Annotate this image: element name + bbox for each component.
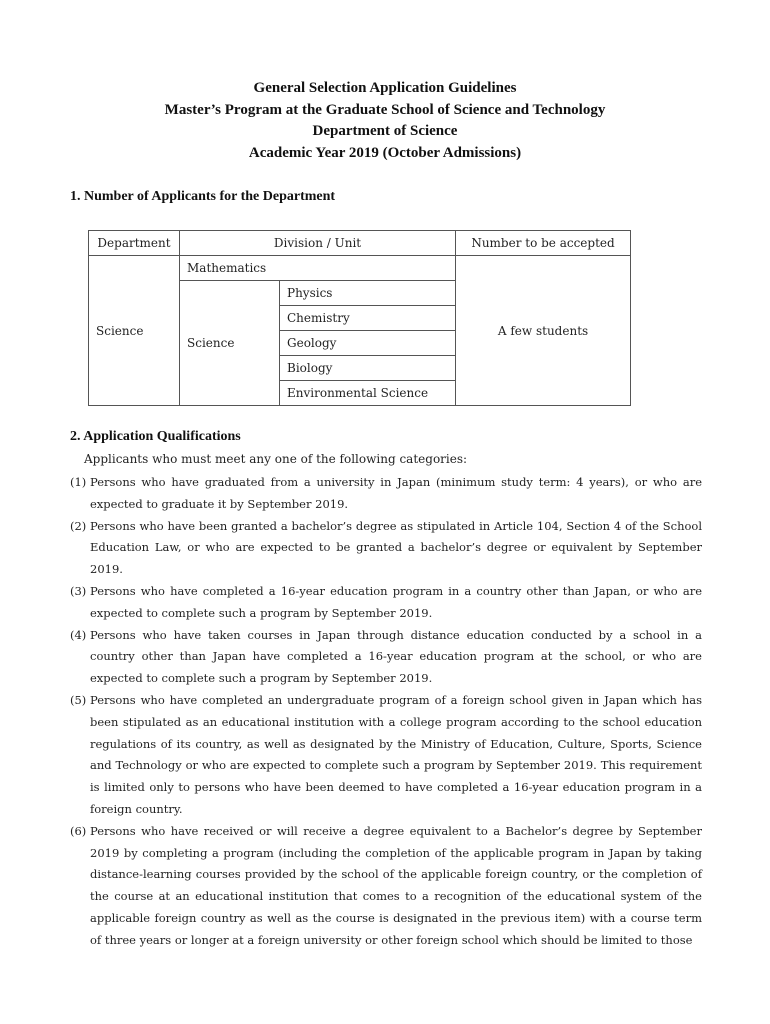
- title-line-1: General Selection Application Guidelines: [253, 80, 517, 96]
- cell-unit-environmental-science: Environmental Science: [280, 381, 456, 406]
- item-number: (2): [70, 518, 87, 533]
- item-number: (4): [70, 627, 87, 642]
- section-heading-applicants: 1. Number of Applicants for the Department: [70, 189, 336, 204]
- section-heading-qualifications: 2. Application Qualifications: [70, 429, 241, 444]
- title-line-3: Department of Science: [312, 123, 458, 139]
- cell-division-science: Science: [180, 281, 280, 406]
- item-text: Persons who have graduated from a university in Japan (minimum study term: 4 years), or who are expected to graduate it by September 2019.: [90, 475, 702, 511]
- cell-unit-chemistry: Chemistry: [280, 306, 456, 331]
- header-number-accepted: Number to be accepted: [456, 231, 631, 256]
- cell-number-accepted: A few students: [456, 256, 631, 406]
- cell-unit-biology: Biology: [280, 356, 456, 381]
- header-department: Department: [89, 231, 180, 256]
- item-number: (6): [70, 823, 87, 838]
- item-text: Persons who have completed a 16-year education program in a country other than Japan, or who are expected to complete such a program by September 2019.: [90, 583, 702, 620]
- list-item: [70, 516, 702, 581]
- qualifications-list: [70, 472, 702, 952]
- item-text: Persons who have taken courses in Japan through distance education conducted by a school in a country other than Japan have completed a 16-year education program at the school, or who are expected to complete such a program by September 2019.: [90, 627, 702, 686]
- title-line-2: Master’s Program at the Graduate School of Science and Technology: [164, 101, 606, 118]
- document-title: [0, 78, 770, 164]
- cell-unit-geology: Geology: [280, 331, 456, 356]
- title-line-4: Academic Year 2019 (October Admissions): [248, 144, 522, 161]
- qualifications-intro: Applicants who must meet any one of the following categories:: [84, 452, 468, 466]
- table-row: [89, 256, 631, 281]
- item-text: Persons who have been granted a bachelor’s degree as stipulated in Article 104, Section 4 of the School Education Law, or who are expected to be granted a bachelor’s degree or equivalent by September 2019.: [90, 518, 702, 577]
- applicants-table: [88, 230, 631, 406]
- list-item: [70, 581, 702, 625]
- item-number: (3): [70, 583, 87, 598]
- item-text: Persons who have completed an undergraduate program of a foreign school given in Japan which has been stipulated as an educational institution with a college program according to the school education regulations of its country, as well as designated by the Ministry of Education, Culture, Sports, Science and Technology or who are expected to complete such a program by September 2019. This requirement is limited only to persons who have been deemed to have completed a 16-year education program in a foreign country.: [90, 692, 702, 816]
- item-number: (5): [70, 692, 87, 707]
- item-text: Persons who have received or will receive a degree equivalent to a Bachelor’s degree by September 2019 by completing a program (including the completion of the applicable program in Japan by taking distance-learning courses provided by the school of the applicable foreign country, or the completion of the course at an educational institution that comes to a recognition of the educational system of the applicable foreign country as well as the course is designated in the previous item) with a course term of three years or longer at a foreign university or other foreign school which should be limited to those: [90, 823, 702, 947]
- cell-unit-physics: Physics: [280, 281, 456, 306]
- item-number: (1): [70, 475, 87, 489]
- list-item: [70, 821, 702, 952]
- table-header-row: [89, 231, 631, 256]
- list-item: [70, 625, 702, 690]
- cell-division-mathematics: Mathematics: [180, 256, 456, 281]
- cell-department: Science: [89, 256, 180, 406]
- header-division-unit: Division / Unit: [180, 231, 456, 256]
- list-item: [70, 472, 702, 516]
- list-item: [70, 690, 702, 821]
